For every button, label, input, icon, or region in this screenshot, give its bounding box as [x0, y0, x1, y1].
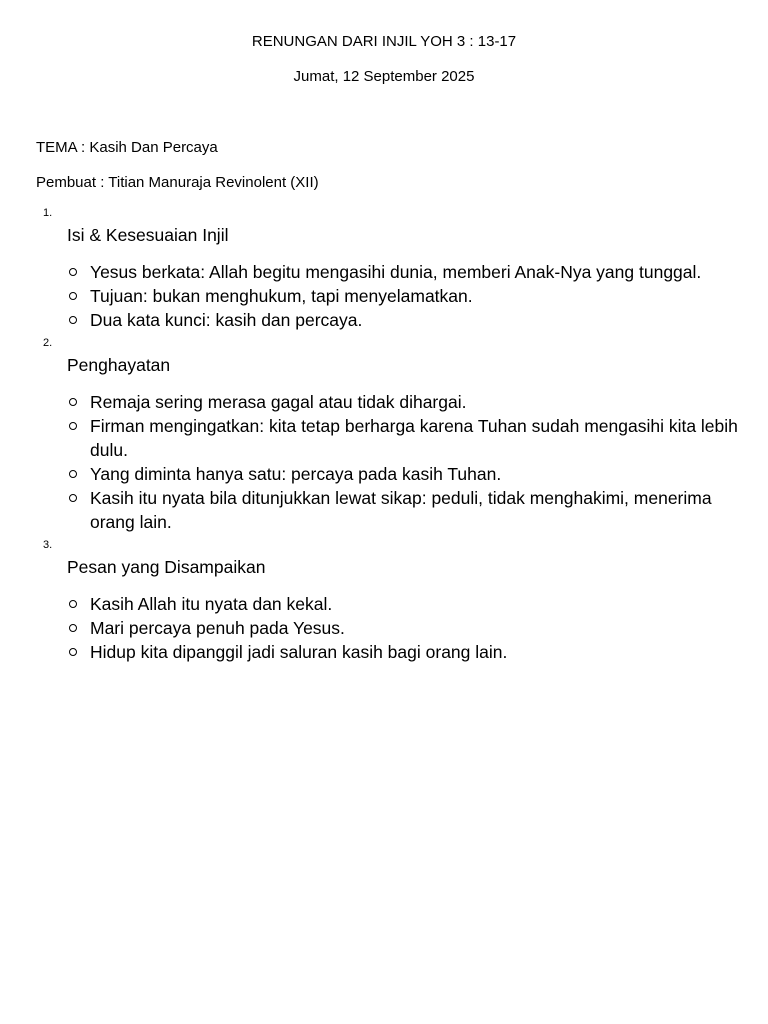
- circle-bullet-icon: [69, 470, 77, 478]
- list-item-text: Hidup kita dipanggil jadi saluran kasih bagi orang lain.: [90, 642, 508, 662]
- circle-bullet-icon: [69, 422, 77, 430]
- circle-bullet-icon: [69, 292, 77, 300]
- document-title: RENUNGAN DARI INJIL YOH 3 : 13-17: [251, 33, 517, 50]
- bullet-list: [0, 260, 768, 332]
- list-item-text: Yang diminta hanya satu: percaya pada kasih Tuhan.: [90, 464, 502, 484]
- list-item-text: Firman mengingatkan: kita tetap berharga karena Tuhan sudah mengasihi kita lebih dulu.: [90, 416, 738, 460]
- circle-bullet-icon: [69, 494, 77, 502]
- section-number: 2.: [43, 337, 53, 349]
- circle-bullet-icon: [69, 600, 77, 608]
- list-item: [0, 308, 768, 332]
- list-item: [0, 284, 768, 308]
- bullet-list: [0, 390, 768, 534]
- list-item-text: Kasih itu nyata bila ditunjukkan lewat sikap: peduli, tidak menghakimi, menerima orang lain.: [90, 488, 712, 532]
- list-item: [0, 260, 768, 284]
- section-2: [0, 336, 768, 534]
- theme-line: TEMA : Kasih Dan Percaya: [36, 139, 218, 156]
- list-item: [0, 616, 768, 640]
- list-item-text: Tujuan: bukan menghukum, tapi menyelamatkan.: [90, 286, 473, 306]
- list-item: [0, 390, 768, 414]
- circle-bullet-icon: [69, 268, 77, 276]
- list-item-text: Yesus berkata: Allah begitu mengasihi dunia, memberi Anak-Nya yang tunggal.: [90, 262, 702, 282]
- list-item: [0, 592, 768, 616]
- list-item: [0, 486, 768, 534]
- list-item-text: Kasih Allah itu nyata dan kekal.: [90, 594, 333, 614]
- list-item: [0, 462, 768, 486]
- circle-bullet-icon: [69, 316, 77, 324]
- list-item-text: Remaja sering merasa gagal atau tidak dihargai.: [90, 392, 467, 412]
- circle-bullet-icon: [69, 624, 77, 632]
- section-number: 3.: [43, 539, 53, 551]
- list-item-text: Mari percaya penuh pada Yesus.: [90, 618, 345, 638]
- section-title: Isi & Kesesuaian Injil: [67, 225, 229, 245]
- section-title: Penghayatan: [67, 355, 171, 375]
- author-line: Pembuat : Titian Manuraja Revinolent (XII): [36, 174, 319, 191]
- section-number: 1.: [43, 207, 53, 219]
- section-3: [0, 538, 768, 664]
- sections-list: [0, 206, 768, 664]
- document-date: Jumat, 12 September 2025: [293, 68, 475, 85]
- section-title: Pesan yang Disampaikan: [67, 557, 266, 577]
- list-item: [0, 640, 768, 664]
- list-item: [0, 414, 768, 462]
- circle-bullet-icon: [69, 398, 77, 406]
- circle-bullet-icon: [69, 648, 77, 656]
- section-1: [0, 206, 768, 332]
- list-item-text: Dua kata kunci: kasih dan percaya.: [90, 310, 363, 330]
- bullet-list: [0, 592, 768, 664]
